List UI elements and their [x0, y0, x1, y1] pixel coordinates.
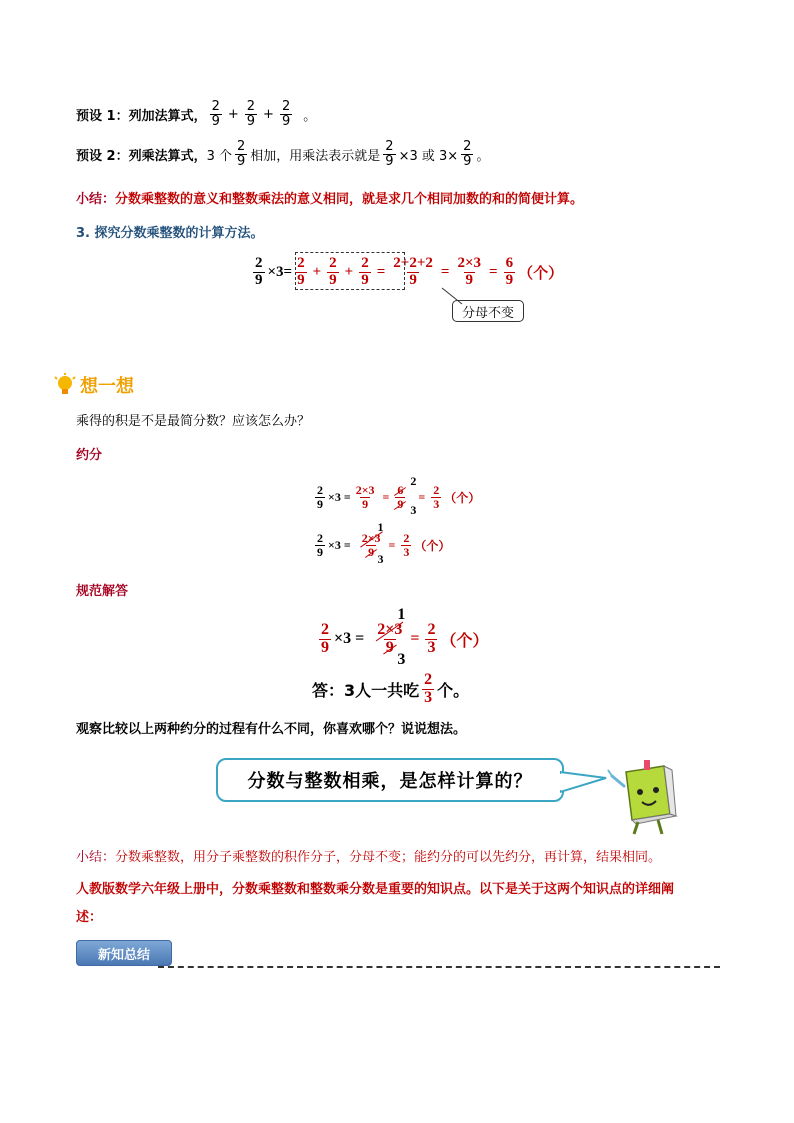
standard-answer: 答：3人一共吃 $\frac{2}{3}$ 个。	[312, 671, 470, 706]
preset2-line: 预设 2：列乘法算式， 3 个 $\frac{2}{9}$ 相加，用乘法表示就是 $\frac{2}{9}$ ×3 或 3× $\frac{2}{9}$ 。	[76, 139, 490, 169]
fraction: $\frac{2}{9}$	[385, 139, 394, 169]
standard-equation: $\frac{2}{9}$ ×3 = $\frac{2\times 3}{9}$ 1 3 = $\frac{2}{3}$ （个）	[321, 606, 489, 668]
fraction: $\frac{2}{9}$	[246, 99, 256, 129]
fraction: $\frac{2}{9}$	[463, 139, 472, 169]
intro-line1: 人教版数学六年级上册中，分数乘整数和整数乘分数是重要的知识点。以下是关于这两个知识点的详细阐	[76, 882, 675, 897]
observe-text: 观察比较以上两种约分的过程有什么不同，你喜欢哪个？说说想法。	[76, 722, 467, 737]
dashed-divider	[158, 966, 720, 968]
lightbulb-icon	[52, 372, 78, 398]
calc1-red-part: $\frac{2}{9}$ + $\frac{2}{9}$ + $\frac{2}{9}$ = $\frac{2+2+2}{9}$ = $\frac{2\times 3}{9}$ = $\frac{6}{9}$ （个）	[297, 255, 564, 288]
reduce-label: 约分	[76, 448, 103, 463]
summary1-label: 小结：	[76, 192, 116, 207]
calc1-note: 分母不变	[461, 305, 514, 321]
think-title: 想一想	[80, 376, 134, 397]
fraction: $\frac{2}{9}$	[321, 621, 329, 656]
reduce2-red-part: $\frac{2\times 3}{9}$ 1 3 = $\frac{2}{3}$ （个）	[361, 520, 451, 567]
intro-line2: 述：	[76, 910, 103, 925]
bubble-tail	[560, 770, 610, 800]
calc1-equation: $\frac{2}{9}$ ×3= $\frac{2}{9}$ + $\frac{2}{9}$ + $\frac{2}{9}$ = $\frac{2+2+2}{9}$ = $\frac{2\times 3}{9}$ = $\frac{6}{9}$ （个）	[255, 255, 564, 288]
fraction: $\frac{2}{9}$	[255, 255, 263, 288]
bubble-text: 分数与整数相乘，是怎样计算的？	[247, 771, 533, 792]
speech-bubble	[216, 758, 564, 802]
think-header	[52, 372, 134, 398]
standard-red-part: $\frac{2\times 3}{9}$ 1 3 = $\frac{2}{3}$ （个）	[377, 606, 489, 668]
fraction: $\frac{2}{3}$	[424, 671, 433, 706]
summary2-line	[76, 846, 661, 865]
calc1-note-box	[452, 300, 524, 322]
preset1-label: 预设 1：列加法算式，	[76, 108, 207, 124]
summary1-text: 分数乘整数的意义和整数乘法的意义相同，就是求几个相同加数的和的简便计算。	[115, 192, 584, 207]
calc1-dashed-box	[295, 252, 405, 290]
summary1-line	[76, 188, 583, 207]
preset1-line: 预设 1：列加法算式， $\frac{2}{9}$ + $\frac{2}{9}$ + $\frac{2}{9}$ 。	[76, 99, 317, 129]
think-question: 乘得的积是不是最简分数？应该怎么办？	[76, 414, 311, 429]
section3-title: 3. 探究分数乘整数的计算方法。	[76, 226, 264, 241]
fraction: $\frac{2}{9}$	[317, 483, 323, 511]
fraction: $\frac{2}{9}$	[317, 531, 323, 559]
summary2-label: 小结：	[76, 850, 116, 865]
reduce1-red-part: $\frac{2\times 3}{9}$ = $\frac{6}{9}$ 2 3 = $\frac{2}{3}$ （个）	[355, 474, 481, 518]
reduce2-equation: $\frac{2}{9}$ ×3 = $\frac{2\times 3}{9}$ 1 3 = $\frac{2}{3}$ （个）	[317, 520, 451, 567]
summary2-text: 分数乘整数，用分子乘整数的积作分子，分母不变；能约分的可以先约分，再计算，结果相同。	[115, 850, 662, 865]
badge-label: 新知总结	[97, 947, 150, 963]
book-mascot-icon	[604, 758, 680, 838]
standard-label: 规范解答	[76, 584, 129, 599]
new-knowledge-summary-badge	[76, 940, 172, 966]
fraction: $\frac{2}{9}$	[281, 99, 291, 129]
fraction: $\frac{2}{9}$	[211, 99, 220, 129]
fraction: $\frac{2}{9}$	[236, 139, 246, 169]
reduce1-equation: $\frac{2}{9}$ ×3 = $\frac{2\times 3}{9}$ = $\frac{6}{9}$ 2 3 = $\frac{2}{3}$ （个）	[317, 474, 481, 518]
preset2-label: 预设 2：列乘法算式，	[76, 148, 207, 164]
